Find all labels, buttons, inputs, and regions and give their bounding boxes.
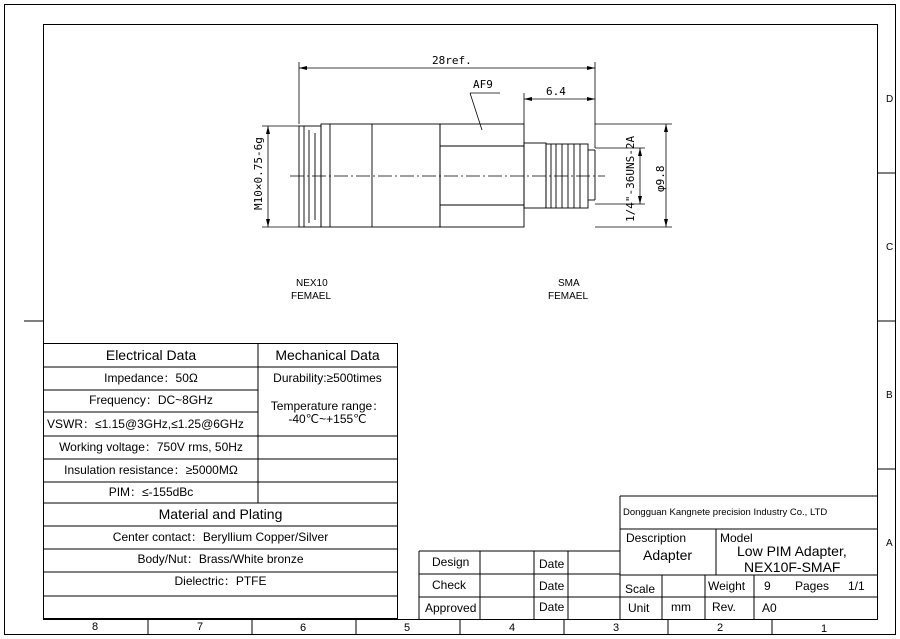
durability-value: Durability:≥500times [273,371,382,385]
rev-label: Rev. [712,600,736,614]
electrical-row: Frequency：DC~8GHz [89,393,213,407]
electrical-header: Electrical Data [105,347,197,363]
weight-value: 9 [764,579,771,593]
zone-number: 2 [717,622,724,634]
dim-sma-length: 6.4 [546,85,566,98]
unit-label: Unit [628,601,650,615]
dim-nex-thread: M10×0.75-6g [252,137,265,210]
company-name: Dongguan Kangnete precision Industry Co., LTD [623,507,828,518]
material-row: Center contact：Beryllium Copper/Silver [112,530,329,544]
temperature-label: Temperature range： [270,399,385,413]
sma-gender-label: FEMAEL [548,291,589,302]
model-line-2: NEX10F-SMAF [744,559,841,575]
check-label: Check [432,578,467,592]
electrical-row: VSWR：≤1.15@3GHz,≤1.25@6GHz [47,417,244,431]
model-label: Model [720,531,753,545]
zone-letter: C [886,242,894,253]
zone-number: 8 [92,621,99,633]
sma-label: SMA [558,278,580,289]
date-label: Date [539,579,565,593]
nex10-label: NEX10 [296,278,328,289]
unit-value: mm [671,600,691,614]
material-header: Material and Plating [158,506,283,522]
zone-letter: B [886,390,893,401]
rev-value: A0 [762,601,777,615]
date-label: Date [539,557,565,571]
material-row: Body/Nut：Brass/White bronze [137,552,304,566]
approved-label: Approved [425,601,477,615]
design-label: Design [432,555,470,569]
dim-sma-thread: 1/4"-36UNS-2A [624,135,637,222]
description-label: Description [626,531,687,545]
zone-letter: A [886,538,893,549]
material-row: Dielectric：PTFE [174,574,267,588]
zone-number: 4 [509,622,516,634]
temperature-value: -40℃~+155℃ [288,412,367,426]
dim-overall-length: 28ref. [432,54,472,67]
date-label: Date [539,600,565,614]
adapter-drawing [299,124,595,227]
electrical-row: Working voltage：750V rms, 50Hz [59,440,243,454]
electrical-row: PIM：≤-155dBc [108,485,194,499]
zone-number: 6 [300,622,307,634]
zone-number: 5 [404,622,411,634]
nex10-gender-label: FEMAEL [291,291,332,302]
electrical-row: Insulation resistance：≥5000MΩ [64,463,238,477]
zone-number: 7 [197,621,204,633]
model-line-1: Low PIM Adapter, [737,543,847,559]
weight-label: Weight [708,579,746,593]
scale-label: Scale [625,582,656,596]
dim-across-flats: AF9 [473,78,493,91]
mechanical-header: Mechanical Data [275,347,380,363]
zone-number: 3 [613,622,620,634]
zone-number: 1 [821,623,828,635]
dim-diameter: φ9.8 [654,165,667,192]
description-value: Adapter [643,547,693,563]
electrical-row: Impedance：50Ω [104,371,198,385]
pages-label: Pages [795,579,830,593]
zone-letter: D [886,94,894,105]
pages-value: 1/1 [848,579,865,593]
